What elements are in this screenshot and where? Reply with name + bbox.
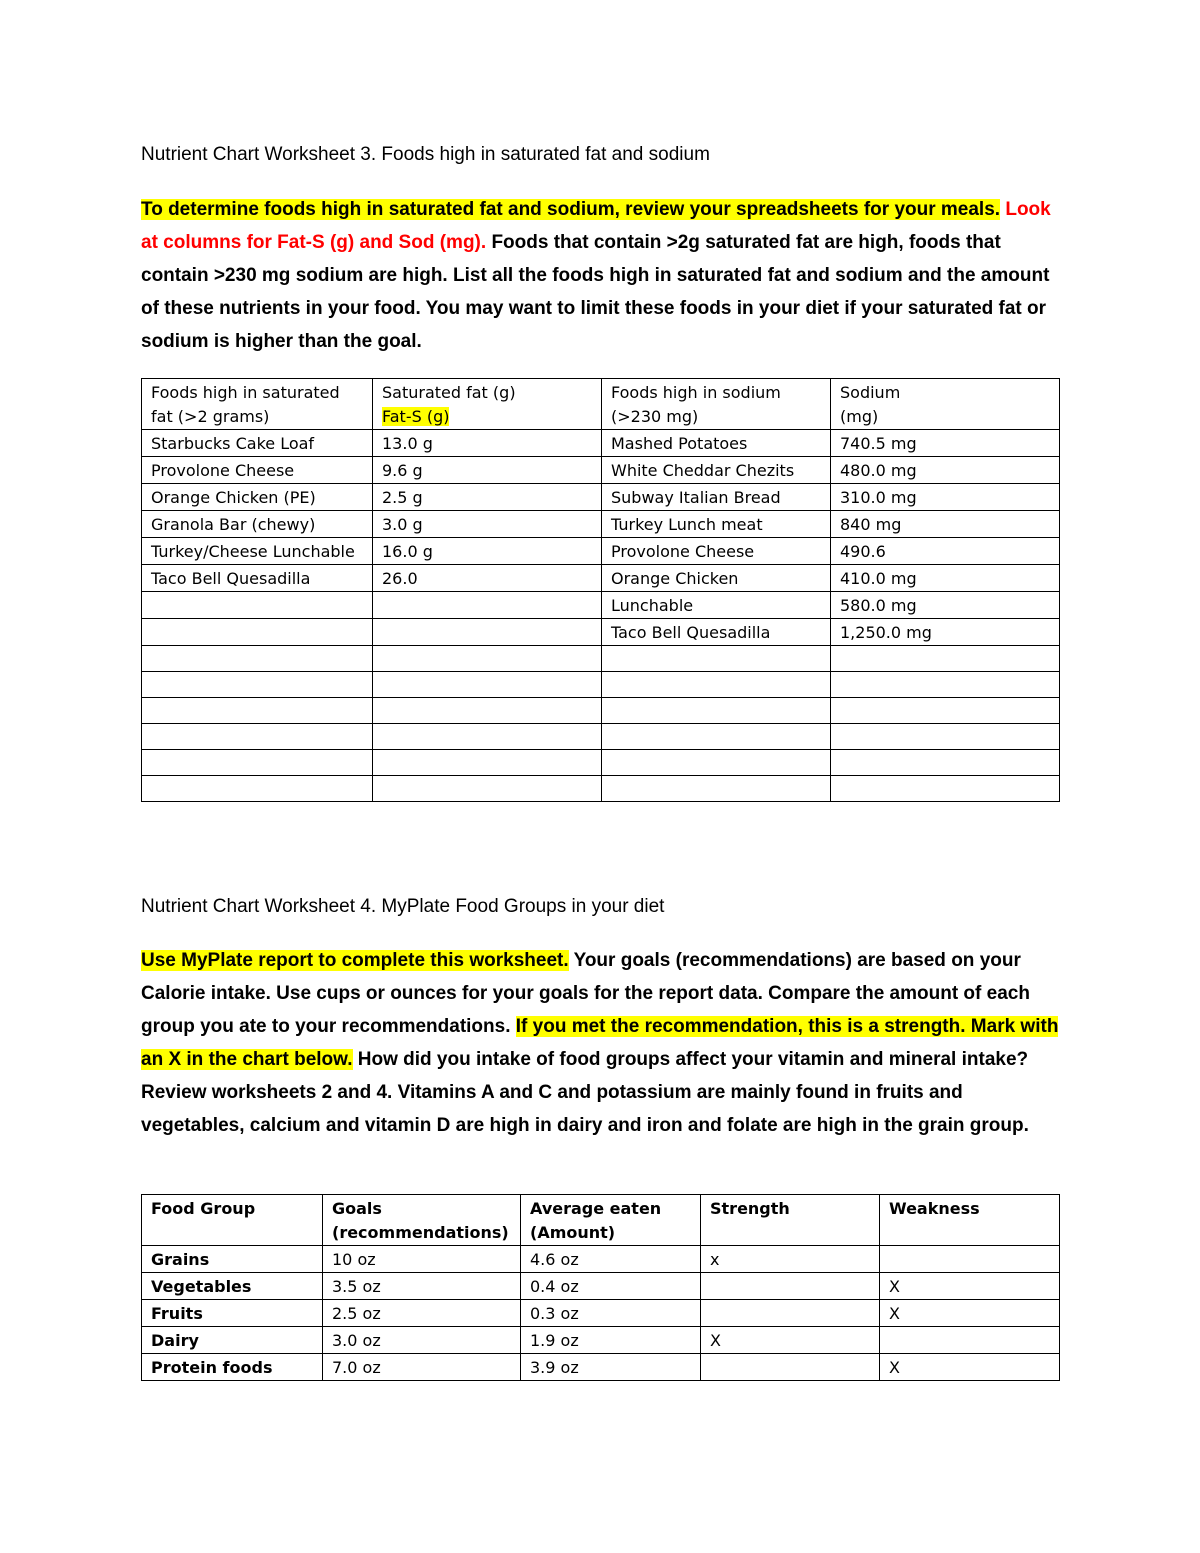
weakness-cell[interactable]: X bbox=[880, 1300, 1060, 1327]
sodium-food-cell[interactable] bbox=[602, 646, 831, 672]
sodium-amount-cell[interactable]: 1,250.0 mg bbox=[831, 619, 1060, 646]
sodium-amount-cell[interactable] bbox=[831, 750, 1060, 776]
table-row bbox=[142, 1273, 1060, 1300]
sat-fat-amount-cell[interactable] bbox=[373, 698, 602, 724]
average-eaten-cell[interactable]: 0.3 oz bbox=[521, 1300, 701, 1327]
food-group-name: Vegetables bbox=[142, 1273, 323, 1300]
sat-fat-amount-cell[interactable] bbox=[373, 776, 602, 802]
table-header-row bbox=[142, 1195, 1060, 1246]
sodium-amount-cell[interactable]: 310.0 mg bbox=[831, 484, 1060, 511]
table-row bbox=[142, 1300, 1060, 1327]
ws3-intro-rest: Foods that contain >2g saturated fat are high, foods that contain >230 mg sodium are high. List all the foods high in saturated fat and sodium and the amount of these nutrients in your food. You may want to limit these foods in your diet if your saturated fat or sodium is higher than the goal. bbox=[141, 232, 1050, 352]
table-row bbox=[142, 511, 1060, 538]
header-sodium-foods: Foods high in sodium (>230 mg) bbox=[602, 379, 831, 430]
goal-cell[interactable]: 10 oz bbox=[323, 1246, 521, 1273]
food-group-name: Fruits bbox=[142, 1300, 323, 1327]
table-row bbox=[142, 565, 1060, 592]
sat-fat-amount-cell[interactable]: 13.0 g bbox=[373, 430, 602, 457]
ws3-intro-highlight: To determine foods high in saturated fat and sodium, review your spreadsheets for your meals. bbox=[141, 199, 1001, 220]
sodium-amount-cell[interactable] bbox=[831, 698, 1060, 724]
sodium-amount-cell[interactable] bbox=[831, 724, 1060, 750]
goal-cell[interactable]: 3.0 oz bbox=[323, 1327, 521, 1354]
weakness-cell[interactable]: X bbox=[880, 1273, 1060, 1300]
table-row bbox=[142, 619, 1060, 646]
ws4-text-2: How did you intake of food groups affect your vitamin and mineral intake? Review worksheets 2 and 4. Vitamins A and C and potassium are mainly found in fruits and vegetables, calcium and vitamin D are high in dairy and iron and folate are high in the grain group. bbox=[141, 1049, 1029, 1136]
strength-cell[interactable] bbox=[701, 1354, 880, 1381]
goal-cell[interactable]: 2.5 oz bbox=[323, 1300, 521, 1327]
table-row bbox=[142, 776, 1060, 802]
sat-fat-food-cell[interactable]: Turkey/Cheese Lunchable bbox=[142, 538, 373, 565]
goal-cell[interactable]: 7.0 oz bbox=[323, 1354, 521, 1381]
sat-fat-food-cell[interactable] bbox=[142, 698, 373, 724]
table-row bbox=[142, 672, 1060, 698]
header-fat-s-label: Fat-S (g) bbox=[382, 407, 450, 426]
sat-fat-food-cell[interactable] bbox=[142, 646, 373, 672]
sodium-amount-cell[interactable]: 580.0 mg bbox=[831, 592, 1060, 619]
sat-fat-amount-cell[interactable]: 26.0 bbox=[373, 565, 602, 592]
sat-fat-amount-cell[interactable]: 16.0 g bbox=[373, 538, 602, 565]
saturated-fat-sodium-table bbox=[141, 378, 1060, 802]
table-row bbox=[142, 484, 1060, 511]
sat-fat-food-cell[interactable] bbox=[142, 672, 373, 698]
ws3-intro-red: Look at columns for Fat-S (g) and Sod (mg). bbox=[141, 199, 1051, 253]
sodium-food-cell[interactable]: Taco Bell Quesadilla bbox=[602, 619, 831, 646]
sat-fat-food-cell[interactable] bbox=[142, 619, 373, 646]
sat-fat-food-cell[interactable]: Granola Bar (chewy) bbox=[142, 511, 373, 538]
table-row bbox=[142, 1354, 1060, 1381]
strength-cell[interactable]: x bbox=[701, 1246, 880, 1273]
header-food-group: Food Group bbox=[142, 1195, 323, 1246]
header-mg-label: (mg) bbox=[840, 407, 879, 426]
sat-fat-amount-cell[interactable] bbox=[373, 592, 602, 619]
sodium-amount-cell[interactable]: 840 mg bbox=[831, 511, 1060, 538]
ws4-text-1: Your goals (recommendations) are based on your Calorie intake. Use cups or ounces for your goals for the report data. Compare the amount of each group you ate to your recommendations. bbox=[141, 950, 1030, 1037]
sat-fat-food-cell[interactable] bbox=[142, 750, 373, 776]
sat-fat-amount-cell[interactable] bbox=[373, 646, 602, 672]
sodium-food-cell[interactable] bbox=[602, 698, 831, 724]
header-sat-fat-amount bbox=[373, 379, 602, 430]
sat-fat-amount-cell[interactable] bbox=[373, 619, 602, 646]
sodium-food-cell[interactable]: Orange Chicken bbox=[602, 565, 831, 592]
sodium-amount-cell[interactable] bbox=[831, 776, 1060, 802]
header-sodium-label: Sodium bbox=[840, 383, 901, 402]
header-average-eaten: Average eaten (Amount) bbox=[521, 1195, 701, 1246]
ws4-highlight-2: If you met the recommendation, this is a strength. Mark with an X in the chart below. bbox=[141, 1016, 1059, 1070]
sat-fat-food-cell[interactable]: Orange Chicken (PE) bbox=[142, 484, 373, 511]
food-groups-table bbox=[141, 1194, 1060, 1381]
sodium-food-cell[interactable]: Turkey Lunch meat bbox=[602, 511, 831, 538]
food-group-name: Grains bbox=[142, 1246, 323, 1273]
sodium-food-cell[interactable]: Mashed Potatoes bbox=[602, 430, 831, 457]
sat-fat-amount-cell[interactable]: 2.5 g bbox=[373, 484, 602, 511]
food-group-name: Dairy bbox=[142, 1327, 323, 1354]
weakness-cell[interactable] bbox=[880, 1327, 1060, 1354]
table-row bbox=[142, 592, 1060, 619]
sodium-food-cell[interactable] bbox=[602, 672, 831, 698]
ws4-title: Nutrient Chart Worksheet 4. MyPlate Food Groups in your diet bbox=[141, 896, 665, 917]
sodium-amount-cell[interactable]: 410.0 mg bbox=[831, 565, 1060, 592]
sodium-amount-cell[interactable]: 740.5 mg bbox=[831, 430, 1060, 457]
sodium-amount-cell[interactable] bbox=[831, 672, 1060, 698]
ws4-instructions bbox=[141, 944, 1061, 1142]
table-row bbox=[142, 1246, 1060, 1273]
goal-cell[interactable]: 3.5 oz bbox=[323, 1273, 521, 1300]
sodium-amount-cell[interactable] bbox=[831, 646, 1060, 672]
sodium-food-cell[interactable]: Lunchable bbox=[602, 592, 831, 619]
average-eaten-cell[interactable]: 0.4 oz bbox=[521, 1273, 701, 1300]
average-eaten-cell[interactable]: 3.9 oz bbox=[521, 1354, 701, 1381]
ws4-highlight-1: Use MyPlate report to complete this worksheet. bbox=[141, 950, 569, 971]
strength-cell[interactable] bbox=[701, 1273, 880, 1300]
header-weakness: Weakness bbox=[880, 1195, 1060, 1246]
sat-fat-amount-cell[interactable] bbox=[373, 724, 602, 750]
weakness-cell[interactable] bbox=[880, 1246, 1060, 1273]
table-row bbox=[142, 698, 1060, 724]
sat-fat-amount-cell[interactable]: 3.0 g bbox=[373, 511, 602, 538]
sat-fat-food-cell[interactable] bbox=[142, 776, 373, 802]
table-row bbox=[142, 538, 1060, 565]
sat-fat-food-cell[interactable] bbox=[142, 724, 373, 750]
strength-cell[interactable]: X bbox=[701, 1327, 880, 1354]
sat-fat-amount-cell[interactable]: 9.6 g bbox=[373, 457, 602, 484]
sodium-food-cell[interactable]: White Cheddar Chezits bbox=[602, 457, 831, 484]
sat-fat-food-cell[interactable]: Starbucks Cake Loaf bbox=[142, 430, 373, 457]
sat-fat-food-cell[interactable]: Taco Bell Quesadilla bbox=[142, 565, 373, 592]
table-row bbox=[142, 724, 1060, 750]
table-row bbox=[142, 1327, 1060, 1354]
table-row bbox=[142, 646, 1060, 672]
sodium-amount-cell[interactable]: 490.6 bbox=[831, 538, 1060, 565]
ws3-instructions bbox=[141, 193, 1061, 358]
sodium-food-cell[interactable] bbox=[602, 750, 831, 776]
sodium-food-cell[interactable]: Provolone Cheese bbox=[602, 538, 831, 565]
sat-fat-food-cell[interactable] bbox=[142, 592, 373, 619]
sodium-food-cell[interactable] bbox=[602, 724, 831, 750]
average-eaten-cell[interactable]: 1.9 oz bbox=[521, 1327, 701, 1354]
table-row bbox=[142, 750, 1060, 776]
sodium-amount-cell[interactable]: 480.0 mg bbox=[831, 457, 1060, 484]
average-eaten-cell[interactable]: 4.6 oz bbox=[521, 1246, 701, 1273]
strength-cell[interactable] bbox=[701, 1300, 880, 1327]
ws3-title: Nutrient Chart Worksheet 3. Foods high in saturated fat and sodium bbox=[141, 144, 710, 165]
table-row bbox=[142, 457, 1060, 484]
table-header-row bbox=[142, 379, 1060, 430]
weakness-cell[interactable]: X bbox=[880, 1354, 1060, 1381]
sodium-food-cell[interactable] bbox=[602, 776, 831, 802]
header-goals: Goals (recommendations) bbox=[323, 1195, 521, 1246]
food-group-name: Protein foods bbox=[142, 1354, 323, 1381]
header-sat-fat-label: Saturated fat (g) bbox=[382, 383, 516, 402]
table-row bbox=[142, 430, 1060, 457]
sodium-food-cell[interactable]: Subway Italian Bread bbox=[602, 484, 831, 511]
header-sat-fat-foods: Foods high in saturated fat (>2 grams) bbox=[142, 379, 373, 430]
header-sodium-amount bbox=[831, 379, 1060, 430]
sat-fat-amount-cell[interactable] bbox=[373, 672, 602, 698]
sat-fat-food-cell[interactable]: Provolone Cheese bbox=[142, 457, 373, 484]
sat-fat-amount-cell[interactable] bbox=[373, 750, 602, 776]
header-strength: Strength bbox=[701, 1195, 880, 1246]
